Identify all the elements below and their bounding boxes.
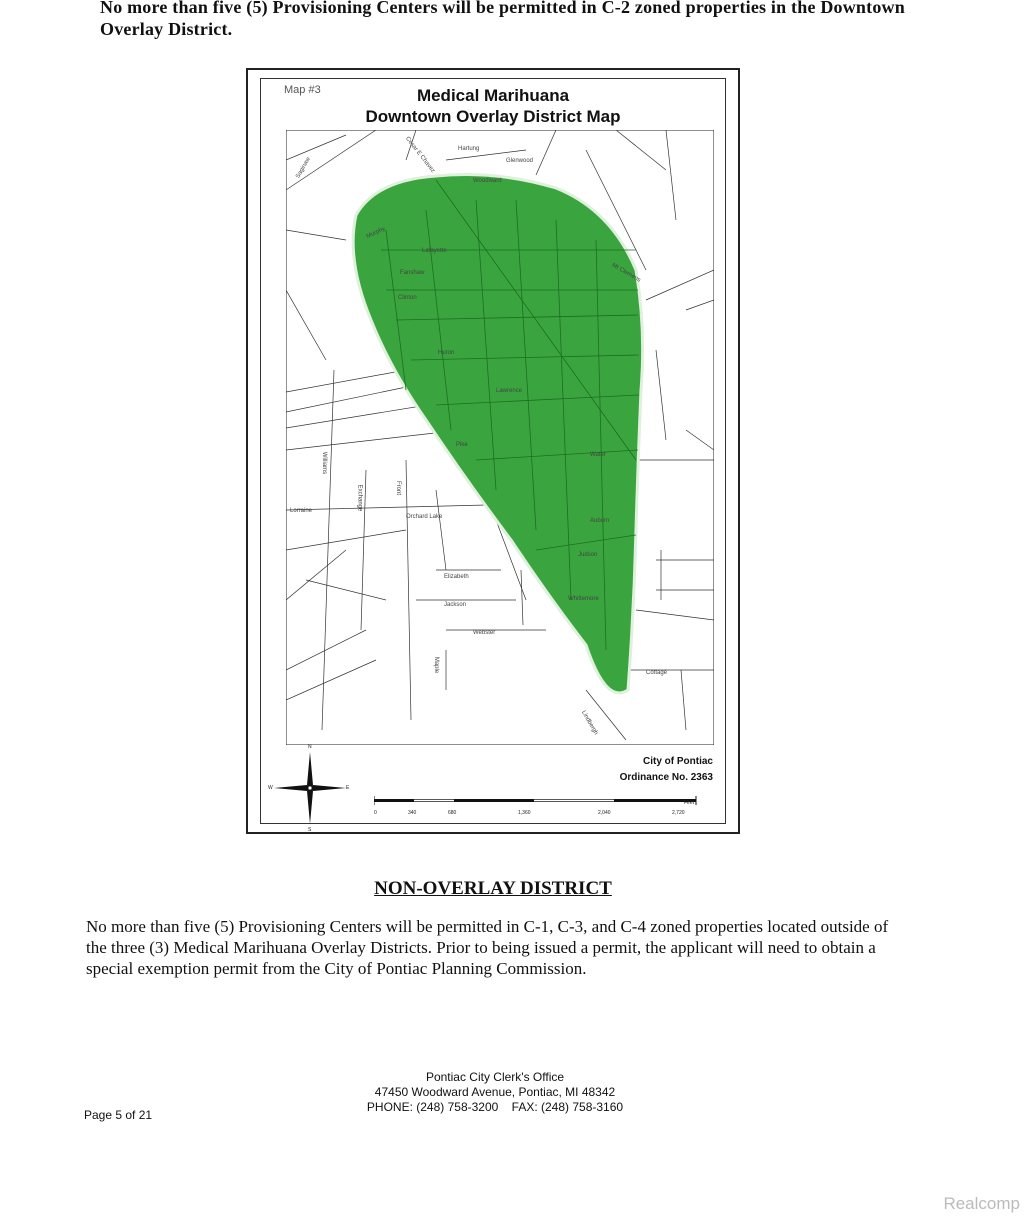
compass-e: E	[346, 785, 350, 791]
street-label: Glenwood	[506, 158, 534, 164]
street-label: Hartung	[458, 146, 480, 152]
street-label: Cesar E Chavez	[404, 135, 436, 175]
street-label: Huron	[438, 350, 455, 356]
street-label: Lindbergh	[580, 709, 599, 737]
scale-tick: 0	[374, 810, 377, 816]
street-label: Cottage	[646, 670, 668, 676]
non-overlay-paragraph: No more than five (5) Provisioning Centers will be permitted in C-1, C-3, and C-4 zoned properties located outside of the three (3) Medical Marihuana Overlay Districts. Prior to being issued a permit, the applicant will need to obtain a special exemption permit from the City of Pontiac Planning Commission.	[86, 917, 889, 978]
street-label: Orchard Lake	[406, 514, 443, 520]
page-number: Page 5 of 21	[84, 1108, 153, 1122]
map-number-label: Map #3	[284, 84, 321, 96]
footer-contact	[300, 1070, 690, 1115]
scale-unit: Feet	[684, 800, 695, 806]
scale-tick: 340	[408, 810, 417, 816]
street-label: Mt Clemens	[610, 262, 642, 284]
street-label: Williams	[321, 451, 328, 475]
street-label: Clinton	[398, 295, 417, 301]
map-title: Medical Marihuana	[416, 86, 570, 105]
street-label: Saginaw	[295, 156, 312, 180]
street-label: Webster	[473, 630, 496, 636]
street-label: Pike	[456, 442, 468, 448]
city-name: City of Pontiac	[642, 756, 713, 767]
street-label: Water	[590, 452, 606, 458]
scale-tick: 1,360	[518, 810, 531, 816]
scale-bar	[374, 796, 704, 810]
office-address: 47450 Woodward Avenue, Pontiac, MI 48342	[374, 1085, 616, 1099]
street-label: Exchange	[356, 484, 363, 512]
street-label: Fanshaw	[400, 270, 425, 276]
ordinance-number: Ordinance No. 2363	[619, 772, 713, 783]
street-label: Jackson	[444, 602, 467, 608]
watermark: Realcomp	[943, 1194, 1020, 1213]
map-subtitle: Downtown Overlay District Map	[365, 107, 621, 126]
street-label: Lorraine	[290, 508, 313, 514]
compass-s: S	[308, 827, 312, 833]
section-heading: NON-OVERLAY DISTRICT	[374, 878, 612, 899]
scale-tick: 2,040	[598, 810, 611, 816]
scale-tick: 2,720	[672, 810, 685, 816]
street-label: Whittemore	[568, 596, 599, 602]
street-label: Lawrence	[496, 388, 523, 394]
map-figure	[246, 68, 740, 834]
compass-n: N	[308, 744, 312, 750]
street-label: Woodward	[473, 178, 502, 184]
street-label: Murphy	[365, 226, 387, 240]
office-phone: PHONE: (248) 758-3200 FAX: (248) 758-3160	[366, 1100, 624, 1114]
map-city-caption	[620, 754, 713, 786]
scale-tick: 680	[448, 810, 457, 816]
compass-rose	[270, 748, 350, 828]
street-label: Maple	[433, 656, 440, 674]
compass-w: W	[268, 785, 273, 791]
street-label: Auburn	[590, 518, 610, 524]
street-label: Elizabeth	[444, 574, 469, 580]
intro-paragraph: No more than five (5) Provisioning Centers will be permitted in C-2 zoned properties in the Downtown Overlay District.	[100, 0, 905, 39]
street-label: Lafayette	[422, 248, 447, 254]
office-name: Pontiac City Clerk's Office	[425, 1070, 565, 1084]
street-label: Judson	[578, 552, 598, 558]
street-map	[286, 130, 714, 745]
street-label: Front	[395, 480, 402, 496]
